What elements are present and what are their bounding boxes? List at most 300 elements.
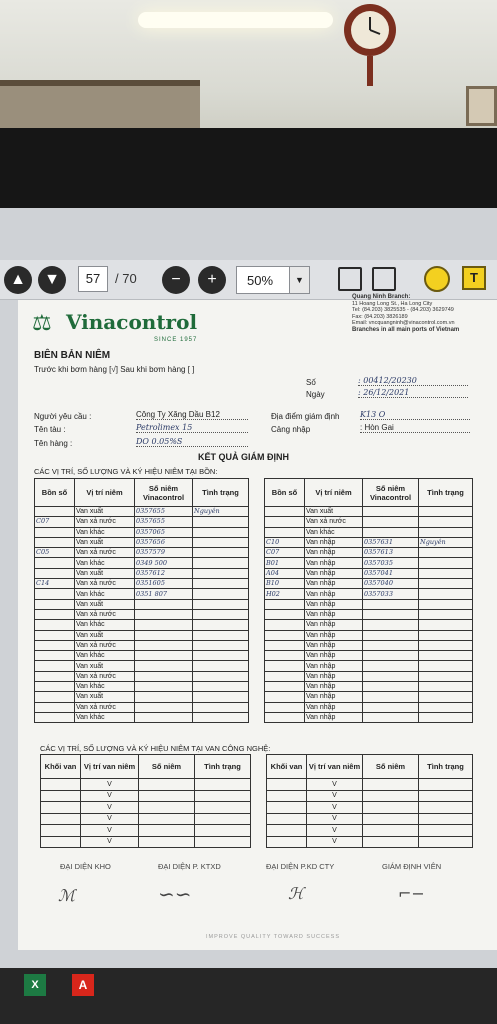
table-row — [265, 661, 473, 671]
table-cell: V — [81, 790, 139, 802]
table-cell — [419, 589, 473, 599]
table-cell: Van xuất — [75, 537, 135, 547]
table-cell: C10 — [265, 537, 305, 547]
table-cell — [193, 682, 249, 692]
col-header: Vị trí van niêm — [307, 755, 363, 779]
table-cell: Van xuất — [75, 507, 135, 517]
table-cell: 0357655 — [135, 517, 193, 527]
nguoi-value: Công Ty Xăng Dầu B12 — [136, 410, 248, 420]
table-cell — [363, 507, 419, 517]
table-row — [265, 682, 473, 692]
table-cell — [419, 568, 473, 578]
table-cell — [363, 813, 419, 825]
table-cell — [135, 671, 193, 681]
table-cell: B10 — [265, 579, 305, 589]
table-cell — [265, 671, 305, 681]
table-cell: Van xả nước — [75, 640, 135, 650]
table-cell: V — [81, 802, 139, 814]
table-cell — [135, 609, 193, 619]
table-cell — [265, 620, 305, 630]
table-cell — [419, 527, 473, 537]
excel-app-icon[interactable]: X — [24, 974, 46, 996]
branch-line: Branches in all main ports of Vietnam — [352, 326, 460, 333]
table-cell — [135, 661, 193, 671]
table-cell: Van xuất — [75, 661, 135, 671]
valve-seal-table-right — [266, 754, 473, 848]
table-cell: Van nhập — [305, 640, 363, 650]
fit-width-icon[interactable] — [372, 267, 396, 291]
table-cell — [267, 836, 307, 848]
table-cell: Van khác — [75, 620, 135, 630]
table-cell — [267, 802, 307, 814]
table-cell — [363, 517, 419, 527]
table-row — [265, 692, 473, 702]
branch-line: Email: vncquangninh@vinacontrol.com.vn — [352, 320, 455, 327]
table-cell — [363, 825, 419, 837]
cangnhap-value: : Hòn Gai — [360, 423, 470, 433]
table-cell — [419, 548, 473, 558]
table-row — [41, 836, 251, 848]
table-row — [267, 836, 473, 848]
table-cell — [35, 537, 75, 547]
table-cell — [193, 609, 249, 619]
so-value: : 00412/20230 — [358, 376, 468, 386]
table-cell: Van xuất — [75, 692, 135, 702]
zoom-value: 50% — [247, 273, 274, 288]
table-cell: Van xả nước — [305, 517, 363, 527]
table-row — [35, 527, 249, 537]
col-header: Vị trí niêm — [75, 479, 135, 507]
table-row — [265, 579, 473, 589]
table-cell — [35, 527, 75, 537]
table-cell — [363, 836, 419, 848]
table-cell — [135, 599, 193, 609]
signature-mark: ⌐− — [398, 884, 425, 903]
table-cell — [363, 671, 419, 681]
table-cell — [419, 702, 473, 712]
table-cell — [193, 527, 249, 537]
table-cell — [193, 671, 249, 681]
table-cell: Van nhập — [305, 579, 363, 589]
table-cell — [267, 813, 307, 825]
table-cell — [267, 825, 307, 837]
table-cell: Van khác — [75, 558, 135, 568]
table-cell — [363, 790, 419, 802]
table-cell: Van nhập — [305, 692, 363, 702]
table-cell — [419, 558, 473, 568]
table-cell: Van nhập — [305, 599, 363, 609]
table-cell — [265, 712, 305, 722]
table-cell — [195, 825, 251, 837]
table-cell — [41, 802, 81, 814]
table-cell — [195, 779, 251, 791]
table-cell — [265, 527, 305, 537]
table-cell: C07 — [265, 548, 305, 558]
table-cell — [35, 640, 75, 650]
table-cell: Van nhập — [305, 682, 363, 692]
table-cell — [265, 507, 305, 517]
table-cell: Van khác — [75, 527, 135, 537]
table-cell — [41, 790, 81, 802]
table-cell — [35, 692, 75, 702]
col-header: Số niêm Vinacontrol — [363, 479, 419, 507]
col-header: Số niêm — [363, 755, 419, 779]
table-cell — [419, 825, 473, 837]
table-cell: Nguyên — [419, 537, 473, 547]
next-page-button[interactable]: ▼ — [38, 266, 66, 294]
table-cell: 0357040 — [363, 579, 419, 589]
table-row — [35, 599, 249, 609]
table-cell — [363, 692, 419, 702]
table-row — [35, 630, 249, 640]
result-title: KẾT QUẢ GIÁM ĐỊNH — [198, 452, 289, 462]
table-cell — [193, 630, 249, 640]
table-row — [265, 517, 473, 527]
table-cell — [41, 813, 81, 825]
table-row — [265, 599, 473, 609]
table-cell — [195, 790, 251, 802]
table-cell: Van khác — [75, 651, 135, 661]
table-cell — [193, 568, 249, 578]
table-cell: Van nhập — [305, 537, 363, 547]
ceiling-lamp — [138, 12, 333, 28]
table-cell: V — [81, 825, 139, 837]
table-cell — [265, 682, 305, 692]
col-header: Bồn số — [265, 479, 305, 507]
table-row — [265, 589, 473, 599]
table-row — [265, 702, 473, 712]
table-cell: 0357612 — [135, 568, 193, 578]
table-cell — [265, 702, 305, 712]
table-cell — [265, 517, 305, 527]
table-row — [41, 825, 251, 837]
table-cell: Van khác — [75, 589, 135, 599]
text-annotate-icon[interactable]: T — [462, 266, 486, 290]
col-header: Vị trí van niêm — [81, 755, 139, 779]
table-cell: B01 — [265, 558, 305, 568]
table-cell — [419, 599, 473, 609]
col-header: Bồn số — [35, 479, 75, 507]
table-cell — [35, 630, 75, 640]
table-cell — [135, 651, 193, 661]
table-cell — [193, 548, 249, 558]
table-cell — [363, 779, 419, 791]
table-cell — [265, 630, 305, 640]
table-cell — [419, 579, 473, 589]
branch-line: 11 Hoang Long St., Ha Long City — [352, 300, 433, 307]
table-cell — [419, 661, 473, 671]
table-cell: Van xả nước — [75, 609, 135, 619]
signature-mark: ℳ — [58, 886, 76, 905]
table-cell: 0357613 — [363, 548, 419, 558]
table-cell: 0357631 — [363, 537, 419, 547]
table-cell — [419, 609, 473, 619]
table-cell: 0357656 — [135, 537, 193, 547]
col-header: Số niêm Vinacontrol — [135, 479, 193, 507]
table-cell: 0349 500 — [135, 558, 193, 568]
table-cell: Van nhập — [305, 702, 363, 712]
table-cell — [193, 517, 249, 527]
comment-icon[interactable] — [424, 266, 450, 292]
table-row — [267, 825, 473, 837]
tank-seal-table-left — [34, 478, 249, 723]
table-cell: Van xả nước — [75, 702, 135, 712]
table-cell — [363, 620, 419, 630]
table-cell: Van khác — [305, 527, 363, 537]
table-cell — [41, 836, 81, 848]
table-cell: Van nhập — [305, 589, 363, 599]
tentau-value: Petrolimex 15 — [136, 423, 248, 433]
table-row — [35, 712, 249, 722]
signature-mark: ℋ — [288, 884, 304, 903]
table-cell — [35, 558, 75, 568]
table-cell — [419, 802, 473, 814]
diadiem-value: K13 O — [360, 410, 470, 420]
table-cell: Van nhập — [305, 661, 363, 671]
table-cell — [419, 682, 473, 692]
table-row — [41, 802, 251, 814]
table-cell: Van xuất — [75, 568, 135, 578]
table-cell: V — [307, 779, 363, 791]
table-row — [35, 692, 249, 702]
table-cell — [35, 651, 75, 661]
table-cell — [419, 836, 473, 848]
table-row — [265, 568, 473, 578]
table-cell: 0351605 — [135, 579, 193, 589]
valve-seal-table-left — [40, 754, 251, 848]
table-cell — [35, 589, 75, 599]
table-cell: Van nhập — [305, 712, 363, 722]
table-row — [41, 779, 251, 791]
pumping-status: Trước khi bơm hàng [√] Sau khi bơm hàng [ ] — [34, 365, 195, 374]
previous-page-button[interactable]: ▲ — [4, 266, 32, 294]
col-header: Tình trạng — [195, 755, 251, 779]
table-cell — [35, 568, 75, 578]
scales-icon: ⚖ — [32, 310, 52, 335]
zoom-in-button[interactable]: + — [198, 266, 226, 294]
table-row — [35, 609, 249, 619]
tenhang-value: DO 0.05%S — [136, 437, 248, 447]
table-cell: Van nhập — [305, 671, 363, 681]
table-cell — [419, 517, 473, 527]
zoom-out-button[interactable]: − — [162, 266, 190, 294]
table-cell — [363, 630, 419, 640]
branch-line: Tel: (84.203) 3825535 - (84.203) 3629749 — [352, 307, 454, 314]
table-cell: 0357033 — [363, 589, 419, 599]
col-header: Số niêm — [139, 755, 195, 779]
table-cell — [135, 702, 193, 712]
table-cell: 0357041 — [363, 568, 419, 578]
signature-label: GIÁM ĐỊNH VIÊN — [382, 862, 442, 871]
table-cell — [265, 609, 305, 619]
signature-label: ĐẠI DIỆN P. KTXD — [158, 862, 221, 871]
table-row — [35, 702, 249, 712]
table-cell: Van nhập — [305, 609, 363, 619]
table-cell — [139, 813, 195, 825]
table-row — [35, 682, 249, 692]
table-cell — [193, 620, 249, 630]
table-cell: 0357065 — [135, 527, 193, 537]
table-cell — [363, 682, 419, 692]
cangnhap-label: Cảng nhập — [271, 425, 311, 434]
table-cell — [195, 836, 251, 848]
table-row — [265, 640, 473, 650]
table-cell — [41, 825, 81, 837]
table-cell — [35, 609, 75, 619]
table-cell — [267, 790, 307, 802]
table-row — [35, 568, 249, 578]
table-cell — [265, 651, 305, 661]
table-cell — [135, 712, 193, 722]
table-cell: C07 — [35, 517, 75, 527]
table-cell — [363, 527, 419, 537]
table-cell — [419, 712, 473, 722]
table-cell — [265, 640, 305, 650]
table-cell — [419, 779, 473, 791]
table-row — [35, 517, 249, 527]
table-cell: Van xuất — [75, 599, 135, 609]
table-cell — [139, 779, 195, 791]
table-cell — [193, 589, 249, 599]
col-header: Tình trạng — [419, 755, 473, 779]
table-row — [265, 620, 473, 630]
table-cell: Van nhập — [305, 630, 363, 640]
table-cell — [419, 630, 473, 640]
table-cell: 0357655 — [135, 507, 193, 517]
table-row — [267, 802, 473, 814]
table-cell — [419, 671, 473, 681]
table-cell — [193, 640, 249, 650]
table-cell — [193, 661, 249, 671]
table-cell — [195, 802, 251, 814]
table-cell: Van nhập — [305, 651, 363, 661]
table-row — [265, 548, 473, 558]
table-cell — [135, 682, 193, 692]
col-header: Vị trí niêm — [305, 479, 363, 507]
page-number-input[interactable]: 57 — [78, 266, 108, 292]
table-cell — [363, 651, 419, 661]
table-cell — [193, 651, 249, 661]
tentau-label: Tên tàu : — [34, 425, 66, 434]
table-cell: V — [307, 836, 363, 848]
table-row — [265, 630, 473, 640]
pdf-app-icon[interactable]: A — [72, 974, 94, 996]
cabinet — [0, 80, 200, 130]
table-cell — [35, 599, 75, 609]
table-cell — [139, 825, 195, 837]
page-total: / 70 — [115, 271, 137, 286]
table-cell: V — [307, 802, 363, 814]
table-cell: 0351 807 — [135, 589, 193, 599]
branch-line: Fax: (84.203) 3826189 — [352, 313, 408, 320]
zoom-select[interactable] — [236, 266, 310, 294]
table-cell — [419, 507, 473, 517]
table-row — [267, 779, 473, 791]
tenhang-label: Tên hàng : — [34, 439, 73, 448]
monitor-bezel — [0, 128, 497, 210]
tank-seal-table-right — [264, 478, 473, 723]
table-row — [35, 661, 249, 671]
so-label: Số — [306, 378, 316, 387]
table-row — [265, 507, 473, 517]
table-cell: A04 — [265, 568, 305, 578]
table-cell — [265, 692, 305, 702]
table-cell — [193, 599, 249, 609]
table-row — [265, 537, 473, 547]
table-cell — [139, 802, 195, 814]
table-cell — [419, 651, 473, 661]
table-cell — [193, 702, 249, 712]
table-row — [265, 671, 473, 681]
table-cell — [363, 599, 419, 609]
window — [466, 86, 497, 126]
table-row — [35, 620, 249, 630]
col-header: Khối van — [41, 755, 81, 779]
fit-page-icon[interactable] — [338, 267, 362, 291]
table-cell — [195, 813, 251, 825]
table-cell — [363, 712, 419, 722]
table-cell — [135, 640, 193, 650]
table-cell — [265, 661, 305, 671]
table-cell: V — [307, 790, 363, 802]
table-cell — [35, 682, 75, 692]
table-cell: H02 — [265, 589, 305, 599]
table-cell: 0357035 — [363, 558, 419, 568]
table-cell: V — [307, 825, 363, 837]
table-cell: Van xả nước — [75, 517, 135, 527]
table-cell — [193, 558, 249, 568]
table-cell: C14 — [35, 579, 75, 589]
table-row — [35, 548, 249, 558]
table-row — [35, 671, 249, 681]
table-cell: Van nhập — [305, 558, 363, 568]
table-cell: C05 — [35, 548, 75, 558]
background-room — [0, 0, 497, 130]
section-tank-seals: CÁC VỊ TRÍ, SỐ LƯỢNG VÀ KÝ HIỆU NIÊM TẠI BỒN: — [34, 467, 218, 476]
table-cell — [135, 692, 193, 702]
table-cell — [35, 620, 75, 630]
table-cell: Van nhập — [305, 620, 363, 630]
table-cell: V — [81, 779, 139, 791]
table-cell — [193, 537, 249, 547]
table-cell — [135, 620, 193, 630]
table-cell — [363, 802, 419, 814]
footer-slogan: IMPROVE QUALITY TOWARD SUCCESS — [206, 934, 341, 940]
table-row — [41, 790, 251, 802]
table-cell — [193, 712, 249, 722]
table-cell: V — [81, 836, 139, 848]
table-cell — [35, 661, 75, 671]
table-cell — [419, 640, 473, 650]
table-row — [35, 589, 249, 599]
table-cell: Van khác — [75, 682, 135, 692]
nguoi-label: Người yêu cầu : — [34, 412, 92, 421]
table-cell — [363, 609, 419, 619]
branch-title: Quang Ninh Branch: — [352, 294, 411, 300]
table-cell: Nguyên — [193, 507, 249, 517]
table-cell — [135, 630, 193, 640]
table-cell — [419, 813, 473, 825]
table-row — [265, 527, 473, 537]
table-cell — [363, 702, 419, 712]
table-cell: Van xả nước — [75, 548, 135, 558]
table-cell — [139, 790, 195, 802]
table-row — [35, 558, 249, 568]
table-row — [265, 651, 473, 661]
table-cell — [41, 779, 81, 791]
table-cell: Van nhập — [305, 548, 363, 558]
signature-mark: ∽∽ — [158, 882, 192, 906]
